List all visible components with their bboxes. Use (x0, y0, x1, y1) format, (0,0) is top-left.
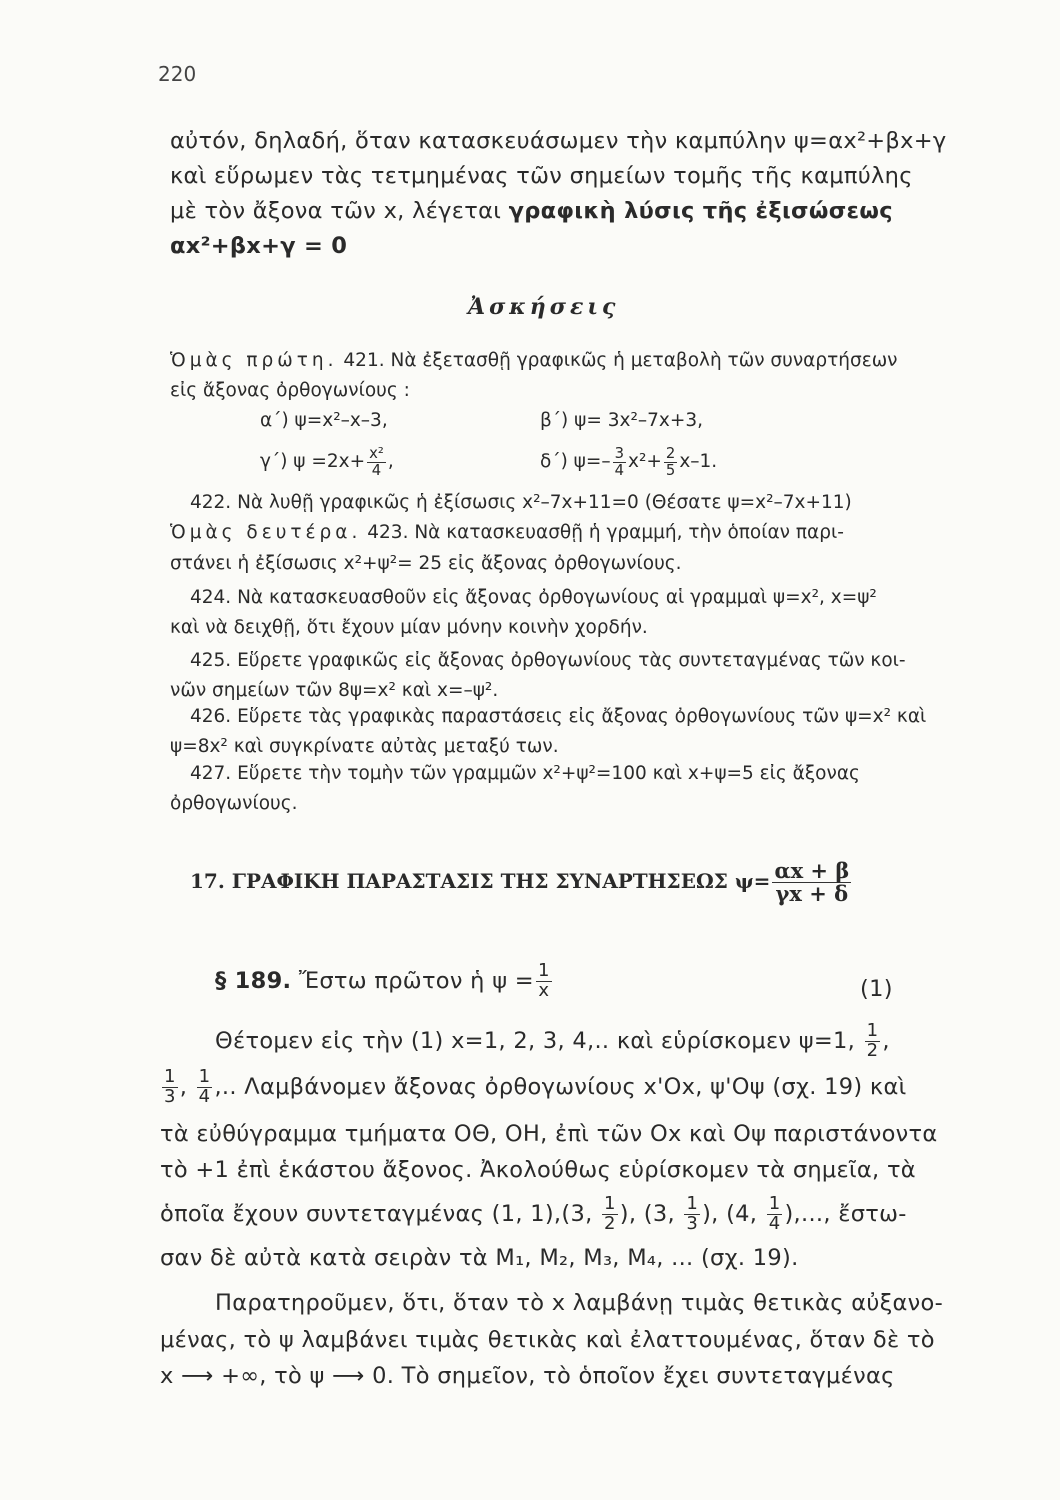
group-1-label: Ὁμὰς πρώτη. (170, 350, 338, 371)
body-line-2-text: Θέτομεν εἰς τὴν (1) x=1, 2, 3, 4,.. καὶ εὑρίσκομεν ψ=1, (215, 1027, 856, 1054)
body-line-3-num-1: 1 (164, 1066, 176, 1087)
exercise-421-cont: εἰς ἄξονας ὀρθογωνίους : (170, 380, 410, 401)
body-line-6-text: ὁποῖα ἔχουν συντεταγμένας (1, 1), (160, 1200, 562, 1227)
function-d-den-1: 4 (614, 461, 625, 479)
point-4-fraction (767, 1195, 783, 1234)
body-line-9: μένας, τὸ ψ λαμβάνει τιμὰς θετικὰς καὶ ἐλαττουμένας, ὅταν δὲ τὸ (160, 1327, 935, 1353)
body-line-2-fraction (865, 1022, 881, 1061)
exercise-425-cont: νῶν σημείων τῶν 8ψ=x² καὶ x=–ψ². (170, 680, 499, 701)
point-3-den: 3 (686, 1212, 699, 1234)
body-line-3-fraction-2 (197, 1068, 213, 1107)
point-2-den: 2 (603, 1212, 616, 1234)
point-4-den: 4 (768, 1212, 781, 1234)
body-line-2: Θέτομεν εἰς τὴν (1) x=1, 2, 3, 4,.. καὶ εὑρίσκομεν ψ=1, $\frac{1}{2}$ , (215, 1020, 890, 1061)
point-2-x: 3 (570, 1200, 586, 1227)
body-line-8: Παρατηροῦμεν, ὅτι, ὅταν τὸ x λαμβάνῃ τιμὰς θετικὰς αὐξανο- (215, 1290, 944, 1316)
body-line-6-tail: ,..., ἔστω- (793, 1200, 907, 1227)
function-g-comma: , (387, 451, 394, 473)
exercise-421-text: 421. Νὰ ἐξετασθῇ γραφικῶς ἡ μεταβολὴ τῶν συναρτήσεων (343, 350, 898, 371)
exercise-424: 424. Νὰ κατασκευασθοῦν εἰς ἄξονας ὀρθογωνίους αἱ γραμμαὶ ψ=x², x=ψ² (190, 587, 877, 608)
section-denominator: γx + δ (775, 881, 849, 907)
body-line-6: ὁποῖα ἔχουν συντεταγμένας (1, 1),(3, $\frac{1}{2}$ ), (3, $\frac{1}{3}$ ), (4, $\frac{1}{4}$ ),..., ἔστω- (160, 1193, 907, 1234)
paragraph-189-fraction (536, 962, 552, 1001)
body-line-2-den: 2 (866, 1039, 879, 1061)
function-d (540, 446, 717, 478)
exercise-421 (170, 350, 898, 371)
function-d-den-2: 5 (665, 461, 676, 479)
exercise-426: 426. Εὕρετε τὰς γραφικὰς παραστάσεις εἰς ἄξονας ὀρθογωνίους τῶν ψ=x² καὶ (190, 706, 927, 727)
function-g-denominator: 4 (371, 461, 382, 479)
paragraph-189-num: 1 (537, 960, 550, 981)
intro-line-3 (170, 198, 893, 224)
point-4-num: 1 (768, 1193, 781, 1214)
point-3-fraction (684, 1195, 700, 1234)
function-a: α΄) ψ=x²–x–3, (260, 410, 388, 431)
function-g-numerator: x² (369, 445, 384, 462)
exercises-heading: Ἀσκήσεις (468, 294, 620, 320)
point-2-fraction (602, 1195, 618, 1234)
function-d-tail: x–1. (679, 451, 718, 473)
body-line-3-num-2: 1 (198, 1066, 211, 1087)
function-d-num-1: 3 (614, 445, 625, 462)
function-d-mid: x²+ (628, 451, 662, 473)
intro-line-3-text: μὲ τὸν ἄξονα τῶν x, λέγεται (170, 198, 509, 224)
body-line-10: x ⟶ +∞, τὸ ψ ⟶ 0. Τὸ σημεῖον, τὸ ὁποῖον ἔχει συντεταγμένας (160, 1363, 895, 1389)
body-line-3-fraction-1 (162, 1068, 178, 1107)
exercise-427: 427. Εὕρετε τὴν τομὴν τῶν γραμμῶν x²+ψ²=100 καὶ x+ψ=5 εἰς ἄξονας (190, 763, 860, 784)
point-3-num: 1 (686, 1193, 699, 1214)
exercise-423-cont: στάνει ἡ ἐξίσωσις x²+ψ²= 25 εἰς ἄξονας ὀρθογωνίους. (170, 553, 682, 574)
exercise-426-cont: ψ=8x² καὶ συγκρίνατε αὐτὰς μεταξύ των. (170, 736, 559, 757)
body-line-3-den-1: 3 (164, 1085, 176, 1107)
body-line-3-text: ,.. Λαμβάνομεν ἄξονας ὀρθογωνίους x'Ox, ψ'Oψ (σχ. 19) καὶ (214, 1073, 907, 1100)
point-4-x: 4 (735, 1200, 750, 1227)
exercise-423 (170, 522, 844, 543)
paragraph-189-text: Ἔστω πρῶτον ἡ ψ = (298, 967, 534, 994)
section-fraction (772, 860, 851, 905)
exercise-424-cont: καὶ νὰ δειχθῇ, ὅτι ἔχουν μίαν μόνην κοινὴν χορδήν. (170, 617, 648, 638)
equation-number: (1) (860, 976, 893, 1002)
paragraph-189-label: § 189. (215, 967, 292, 994)
section-title-text: 17. ΓΡΑΦΙΚΗ ΠΑΡΑΣΤΑΣΙΣ ΤΗΣ ΣΥΝΑΡΤΗΣΕΩΣ ψ= (190, 869, 771, 894)
exercise-427-cont: ὀρθογωνίους. (170, 793, 298, 814)
function-b: β΄) ψ= 3x²–7x+3, (540, 410, 703, 431)
function-d-num-2: 2 (665, 445, 676, 462)
paragraph-189 (215, 962, 554, 1001)
group-2-label: Ὁμὰς δευτέρα. (170, 522, 362, 543)
function-d-fraction-2 (664, 446, 677, 478)
intro-bold-term: γραφικὴ λύσις τῆς ἐξισώσεως (508, 198, 893, 224)
function-g (260, 446, 394, 478)
function-d-fraction-1 (613, 446, 626, 478)
body-line-3: $\frac{1}{3}$ , $\frac{1}{4}$ ,.. Λαμβάνομεν ἄξονας ὀρθογωνίους x'Ox, ψ'Oψ (σχ. 19) καὶ (164, 1066, 907, 1107)
function-g-fraction (367, 446, 386, 478)
section-title (190, 860, 853, 905)
exercise-422: 422. Νὰ λυθῇ γραφικῶς ἡ ἐξίσωσις x²–7x+11=0 (Θέσατε ψ=x²–7x+11) (190, 492, 852, 513)
body-line-2-num: 1 (866, 1020, 879, 1041)
function-d-lead: δ΄) ψ=– (540, 451, 611, 473)
body-line-7: σαν δὲ αὐτὰ κατὰ σειρὰν τὰ M₁, M₂, M₃, M₄, ... (σχ. 19). (160, 1245, 799, 1271)
intro-line-2: καὶ εὕρωμεν τὰς τετμημένας τῶν σημείων τομῆς τῆς καμπύλης (170, 163, 913, 189)
body-line-5: τὸ +1 ἐπὶ ἑκάστου ἄξονος. Ἀκολούθως εὑρίσκομεν τὰ σημεῖα, τὰ (160, 1157, 916, 1183)
exercise-425: 425. Εὕρετε γραφικῶς εἰς ἄξονας ὀρθογωνίους τὰς συντεταγμένας τῶν κοι- (190, 650, 906, 671)
paragraph-189-den: x (538, 979, 550, 1001)
point-3-x: 3 (652, 1200, 668, 1227)
section-numerator: αx + β (774, 858, 850, 883)
page-number: 220 (158, 62, 197, 86)
exercise-423-text: 423. Νὰ κατασκευασθῇ ἡ γραμμή, τὴν ὁποίαν παρι- (367, 522, 844, 543)
body-line-4: τὰ εὐθύγραμμα τμήματα ΟΘ, ΟΗ, ἐπὶ τῶν Ox καὶ Oψ παριστάνοντα (160, 1121, 938, 1147)
intro-line-1: αὐτόν, δηλαδή, ὅταν κατασκευάσωμεν τὴν καμπύλην ψ=αx²+βx+γ (170, 128, 947, 154)
body-line-3-den-2: 4 (198, 1085, 211, 1107)
intro-equation: αx²+βx+γ = 0 (170, 233, 348, 259)
point-2-num: 1 (603, 1193, 616, 1214)
function-g-lead: γ΄) ψ =2x+ (260, 451, 366, 473)
